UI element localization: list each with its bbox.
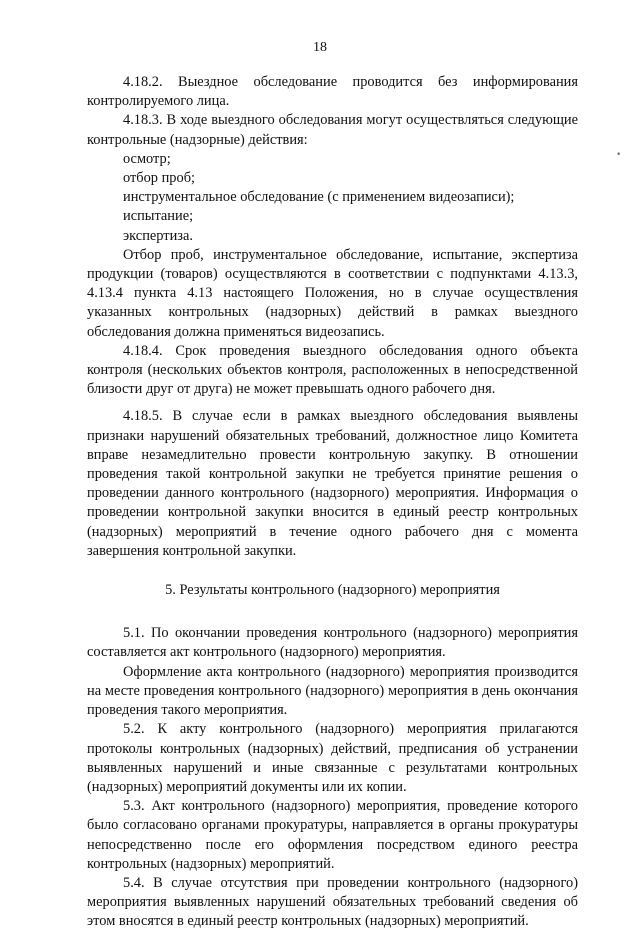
list-item: испытание;	[123, 208, 194, 225]
list-item: инструментальное обследование (с применением видеозаписи);	[123, 189, 515, 206]
paragraph-5-4: 5.4. В случае отсутствия при проведении контрольного (надзорного) мероприятия выявленных нарушений обязательных требований сведения об этом вносятся в единый реестр контрольных (надзорных) мероприятий.	[87, 874, 578, 930]
paragraph-4-18-5: 4.18.5. В случае если в рамках выездного обследования выявлены признаки нарушений обязательных требований, должностное лицо Комитета вправе незамедлительно провести контрольную закупку. В отношении проведения такой контрольной закупки не требуется принятие решения о проведении данного контрольного (надзорного) мероприятия. Информация о проведении контрольной закупки вносится в единый реестр контрольных (надзорных) мероприятий в течение одного рабочего дня с момента завершения контрольной закупки.	[87, 408, 578, 559]
paragraph-4-18-4: 4.18.4. Срок проведения выездного обследования одного объекта контроля (нескольких объектов контроля, расположенных в непосредственной близости друг от друга) не может превышать одного рабочего дня.	[87, 342, 578, 398]
section-heading: 5. Результаты контрольного (надзорного) мероприятия	[165, 582, 500, 599]
paragraph-act-registration: Оформление акта контрольного (надзорного) мероприятия производится на месте проведения контрольного (надзорного) мероприятия в день окончания проведения такого мероприятия.	[87, 663, 578, 719]
paragraph-sampling: Отбор проб, инструментальное обследование, испытание, экспертиза продукции (товаров) осуществляются в соответствии с подпунктами 4.13.3, 4.13.4 пункта 4.13 настоящего Положения, но в случае осуществления указанных контрольных (надзорных) действий в рамках выездного обследования должна применяться видеозапись.	[87, 246, 578, 340]
margin-mark: •	[616, 150, 622, 160]
spacer	[87, 399, 578, 407]
paragraph-4-18-3: 4.18.3. В ходе выездного обследования могут осуществляться следующие контрольные (надзорные) действия:	[87, 112, 578, 148]
page-number: 18	[313, 40, 327, 55]
document-body	[87, 73, 578, 932]
list-item: отбор проб;	[123, 170, 196, 187]
list-item: осмотр;	[123, 150, 171, 167]
paragraph-5-1: 5.1. По окончании проведения контрольного (надзорного) мероприятия составляется акт контрольного (надзорного) мероприятия.	[87, 625, 578, 661]
list-item: экспертиза.	[123, 227, 193, 244]
paragraph-5-3: 5.3. Акт контрольного (надзорного) мероприятия, проведение которого было согласовано органами прокуратуры, направляется в органы прокуратуры непосредственно после его оформления посредством единого реестра контрольных (надзорных) мероприятий.	[87, 798, 578, 872]
paragraph-5-2: 5.2. К акту контрольного (надзорного) мероприятия прилагаются протоколы контрольных (надзорных) действий, предписания об устранении выявленных нарушений и иные связанные с результатами контрольных (надзорных) мероприятий документы или их копии.	[87, 721, 578, 795]
paragraph-4-18-2: 4.18.2. Выездное обследование проводится без информирования контролируемого лица.	[87, 74, 578, 110]
